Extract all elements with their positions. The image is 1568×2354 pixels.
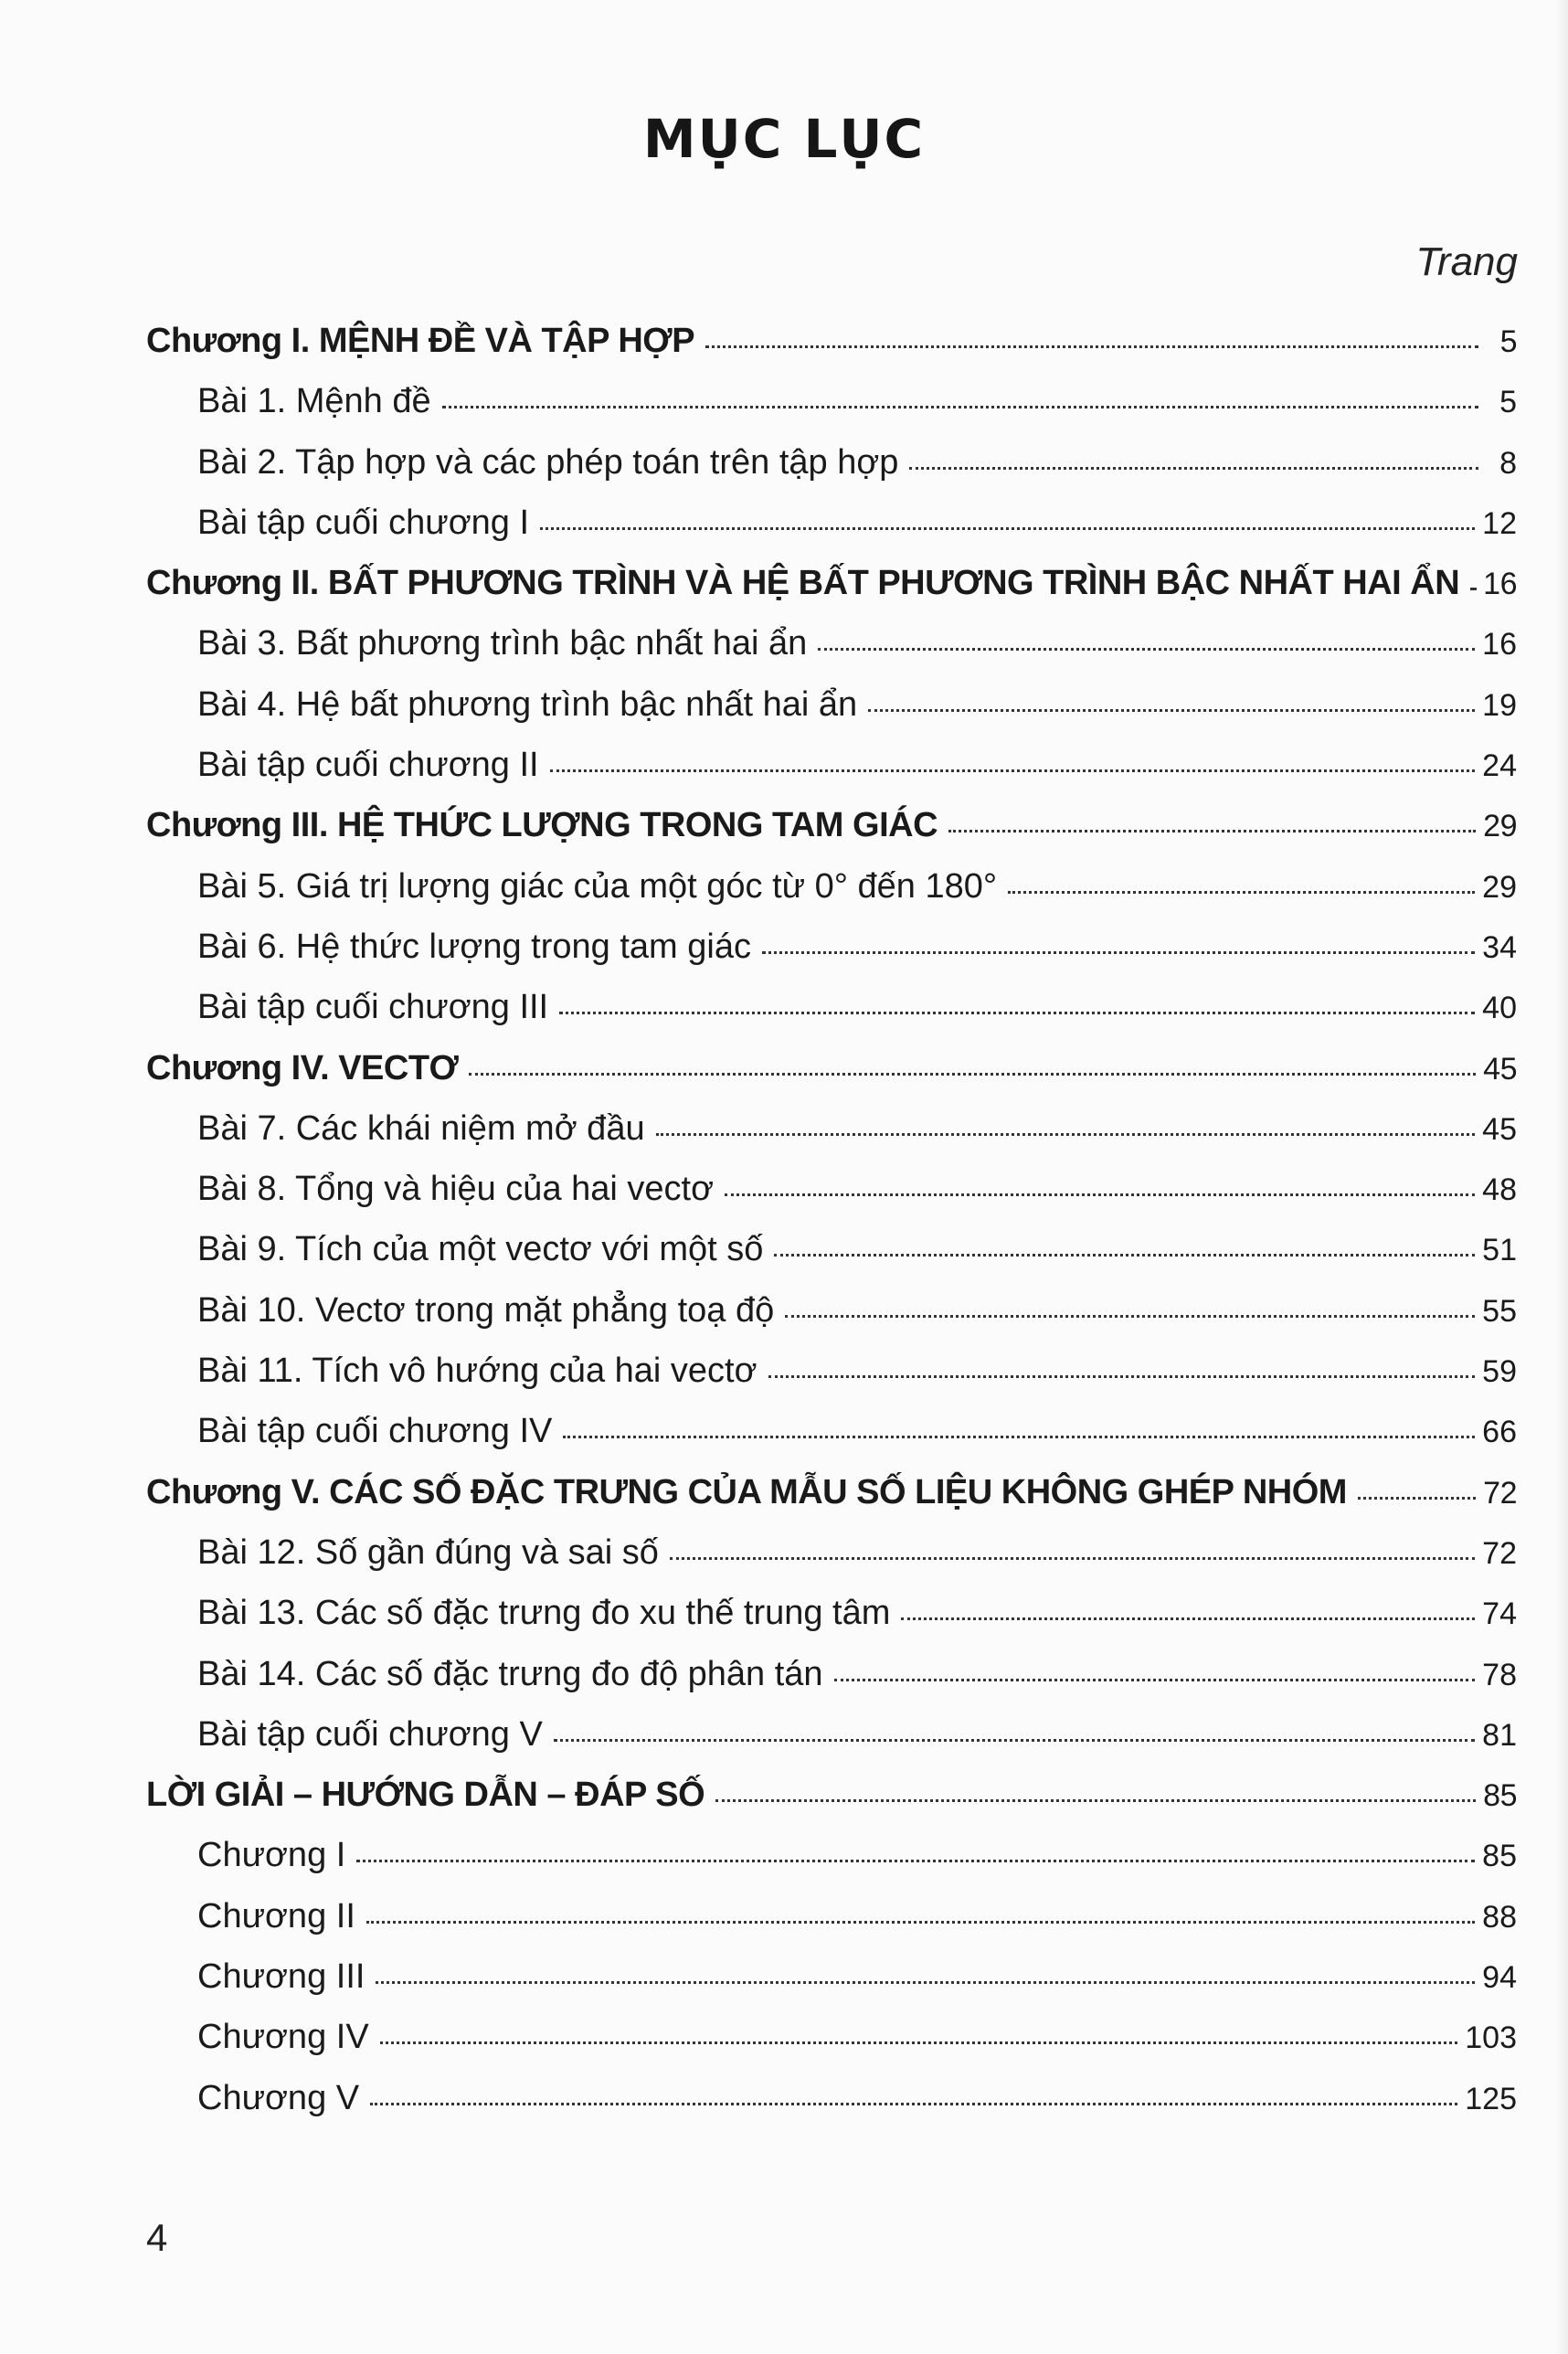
toc-entry-page-number: 48 bbox=[1482, 1172, 1517, 1208]
toc-entry-page-number: 78 bbox=[1482, 1657, 1517, 1692]
dot-leader bbox=[715, 1799, 1476, 1802]
toc-entry-page-number: 94 bbox=[1482, 1960, 1517, 1996]
dot-leader bbox=[768, 1375, 1476, 1378]
toc-chapter-row bbox=[146, 1038, 1517, 1098]
toc-entry-page-number: 16 bbox=[1482, 627, 1517, 663]
toc-entry-title: Chương II bbox=[197, 1896, 355, 1935]
toc-entry-title: Chương IV bbox=[197, 2018, 369, 2057]
dot-leader bbox=[762, 951, 1475, 954]
toc-entry-page-number: 55 bbox=[1482, 1293, 1517, 1329]
dot-leader bbox=[785, 1315, 1475, 1318]
dot-leader bbox=[656, 1133, 1476, 1136]
dot-leader bbox=[818, 648, 1475, 651]
toc-entry-page-number: 125 bbox=[1465, 2081, 1517, 2116]
footer-page-number: 4 bbox=[146, 2216, 168, 2259]
dot-leader bbox=[469, 1073, 1476, 1076]
toc-entry-page-number: 16 bbox=[1483, 567, 1517, 602]
toc-entry-page-number: 81 bbox=[1482, 1717, 1517, 1753]
toc-lesson-row bbox=[146, 1341, 1517, 1401]
toc-lesson-row bbox=[146, 432, 1517, 493]
dot-leader bbox=[705, 345, 1478, 348]
toc-entry-title: Bài 7. Các khái niệm mở đầu bbox=[197, 1108, 645, 1148]
toc-entry-title: Bài 11. Tích vô hướng của hai vectơ bbox=[197, 1352, 758, 1391]
dot-leader bbox=[563, 1436, 1475, 1438]
toc-entry-title: Bài 5. Giá trị lượng giác của một góc từ 0° đến 180° bbox=[197, 866, 998, 906]
toc-entry-title: Bài tập cuối chương IV bbox=[197, 1412, 553, 1451]
toc-entry-title: Bài tập cuối chương I bbox=[197, 503, 530, 542]
dot-leader bbox=[370, 2103, 1457, 2105]
toc-entry-title: Bài 4. Hệ bất phương trình bậc nhất hai ẩn bbox=[197, 684, 858, 724]
toc-entry-page-number: 85 bbox=[1482, 1839, 1517, 1874]
toc-lesson-row bbox=[146, 2068, 1517, 2128]
dot-leader bbox=[909, 467, 1478, 470]
toc-lesson-row bbox=[146, 1159, 1517, 1219]
toc-chapter-row bbox=[146, 1462, 1517, 1522]
toc-lesson-row bbox=[146, 1098, 1517, 1159]
dot-leader bbox=[1008, 891, 1475, 894]
dot-leader bbox=[1470, 588, 1476, 590]
toc-entry-title: Bài 8. Tổng và hiệu của hai vectơ bbox=[197, 1170, 715, 1209]
toc-lesson-row bbox=[146, 1704, 1517, 1765]
toc-entry-title: Chương III bbox=[197, 1957, 366, 1997]
toc-lesson-row bbox=[146, 1219, 1517, 1279]
dot-leader bbox=[948, 830, 1476, 832]
dot-leader bbox=[554, 1739, 1475, 1742]
toc-lesson-row bbox=[146, 493, 1517, 553]
dot-leader bbox=[774, 1254, 1475, 1257]
toc-entry-title: Bài 3. Bất phương trình bậc nhất hai ẩn bbox=[197, 624, 808, 663]
toc-entry-page-number: 45 bbox=[1482, 1111, 1517, 1147]
page-column-label: Trang bbox=[1415, 239, 1518, 284]
toc-entry-title: Bài 1. Mệnh đề bbox=[197, 382, 431, 421]
toc-entry-page-number: 29 bbox=[1483, 809, 1517, 844]
toc-entry-page-number: 74 bbox=[1482, 1596, 1517, 1632]
toc-entry-title: Chương I. MỆNH ĐỀ VÀ TẬP HỢP bbox=[146, 322, 695, 360]
dot-leader bbox=[380, 2041, 1458, 2044]
toc-entry-page-number: 51 bbox=[1482, 1233, 1517, 1268]
toc-entry-title: Bài 12. Số gần đúng và sai số bbox=[197, 1532, 659, 1572]
toc-entry-page-number: 8 bbox=[1499, 445, 1517, 481]
dot-leader bbox=[559, 1012, 1475, 1014]
toc-entry-title: Bài tập cuối chương V bbox=[197, 1714, 543, 1754]
toc-entry-title: Chương I bbox=[197, 1836, 346, 1875]
toc-entry-title: LỜI GIẢI – HƯỚNG DẪN – ĐÁP SỐ bbox=[146, 1776, 705, 1815]
dot-leader bbox=[868, 709, 1475, 712]
dot-leader bbox=[550, 769, 1476, 772]
dot-leader bbox=[540, 527, 1475, 530]
toc-entry-title: Bài 9. Tích của một vectơ với một số bbox=[197, 1230, 764, 1269]
toc-entry-page-number: 34 bbox=[1482, 929, 1517, 965]
toc-entry-title: Bài 6. Hệ thức lượng trong tam giác bbox=[197, 927, 751, 966]
toc-lesson-row bbox=[146, 371, 1517, 431]
toc-entry-title: Bài 2. Tập hợp và các phép toán trên tập hợp bbox=[197, 442, 899, 482]
toc-lesson-row bbox=[146, 674, 1517, 735]
toc-lesson-row bbox=[146, 1583, 1517, 1643]
toc-lesson-row bbox=[146, 1825, 1517, 1885]
toc-entry-page-number: 5 bbox=[1499, 324, 1517, 359]
toc-lesson-row bbox=[146, 1401, 1517, 1461]
toc-entry-title: Chương V bbox=[197, 2078, 360, 2117]
toc-lesson-row bbox=[146, 735, 1517, 795]
toc-entry-page-number: 12 bbox=[1482, 505, 1517, 541]
page-edge-shadow bbox=[1555, 0, 1568, 2354]
toc-entry-title: Bài tập cuối chương III bbox=[197, 988, 549, 1027]
toc-entry-page-number: 5 bbox=[1499, 385, 1517, 420]
toc-entry-page-number: 24 bbox=[1482, 748, 1517, 784]
toc-lesson-row bbox=[146, 856, 1517, 917]
toc-entry-title: Chương II. BẤT PHƯƠNG TRÌNH VÀ HỆ BẤT PHƯƠNG TRÌNH BẬC NHẤT HAI ẨN bbox=[146, 564, 1460, 603]
page-title: MỤC LỤC bbox=[642, 108, 926, 170]
table-of-contents bbox=[146, 311, 1517, 2128]
toc-lesson-row bbox=[146, 1886, 1517, 1946]
toc-chapter-row bbox=[146, 795, 1517, 855]
toc-lesson-row bbox=[146, 977, 1517, 1037]
toc-entry-title: Bài 14. Các số đặc trưng đo độ phân tán bbox=[197, 1654, 823, 1693]
toc-entry-page-number: 72 bbox=[1482, 1535, 1517, 1571]
toc-chapter-row bbox=[146, 311, 1517, 371]
dot-leader bbox=[366, 1921, 1475, 1924]
toc-lesson-row bbox=[146, 1522, 1517, 1583]
dot-leader bbox=[670, 1557, 1475, 1560]
toc-entry-page-number: 66 bbox=[1482, 1415, 1517, 1450]
toc-lesson-row bbox=[146, 2007, 1517, 2067]
toc-entry-page-number: 19 bbox=[1482, 687, 1517, 723]
toc-entry-page-number: 72 bbox=[1483, 1475, 1517, 1511]
toc-entry-page-number: 103 bbox=[1465, 2020, 1517, 2056]
dot-leader bbox=[901, 1617, 1475, 1620]
toc-entry-title: Chương V. CÁC SỐ ĐẶC TRƯNG CỦA MẪU SỐ LIỆU KHÔNG GHÉP NHÓM bbox=[146, 1472, 1347, 1511]
toc-entry-title: Bài tập cuối chương II bbox=[197, 746, 539, 785]
toc-entry-page-number: 29 bbox=[1482, 869, 1517, 905]
toc-entry-title: Chương III. HỆ THỨC LƯỢNG TRONG TAM GIÁC bbox=[146, 806, 938, 845]
toc-lesson-row bbox=[146, 1644, 1517, 1704]
toc-entry-page-number: 45 bbox=[1483, 1051, 1517, 1087]
toc-lesson-row bbox=[146, 613, 1517, 673]
toc-entry-title: Bài 13. Các số đặc trưng đo xu thế trung tâm bbox=[197, 1594, 891, 1633]
dot-leader bbox=[834, 1679, 1476, 1681]
toc-entry-page-number: 85 bbox=[1483, 1778, 1517, 1814]
toc-entry-page-number: 59 bbox=[1482, 1354, 1517, 1390]
toc-entry-title: Chương IV. VECTƠ bbox=[146, 1048, 459, 1087]
toc-entry-title: Bài 10. Vectơ trong mặt phẳng toạ độ bbox=[197, 1290, 775, 1330]
toc-lesson-row bbox=[146, 917, 1517, 977]
dot-leader bbox=[725, 1193, 1475, 1196]
toc-entry-page-number: 88 bbox=[1482, 1899, 1517, 1935]
toc-lesson-row bbox=[146, 1946, 1517, 2007]
toc-lesson-row bbox=[146, 1280, 1517, 1341]
dot-leader bbox=[1358, 1497, 1476, 1500]
dot-leader bbox=[356, 1860, 1475, 1862]
dot-leader bbox=[376, 1981, 1475, 1984]
toc-entry-page-number: 40 bbox=[1482, 991, 1517, 1026]
toc-chapter-row bbox=[146, 553, 1517, 613]
toc-chapter-row bbox=[146, 1765, 1517, 1825]
dot-leader bbox=[442, 406, 1478, 408]
